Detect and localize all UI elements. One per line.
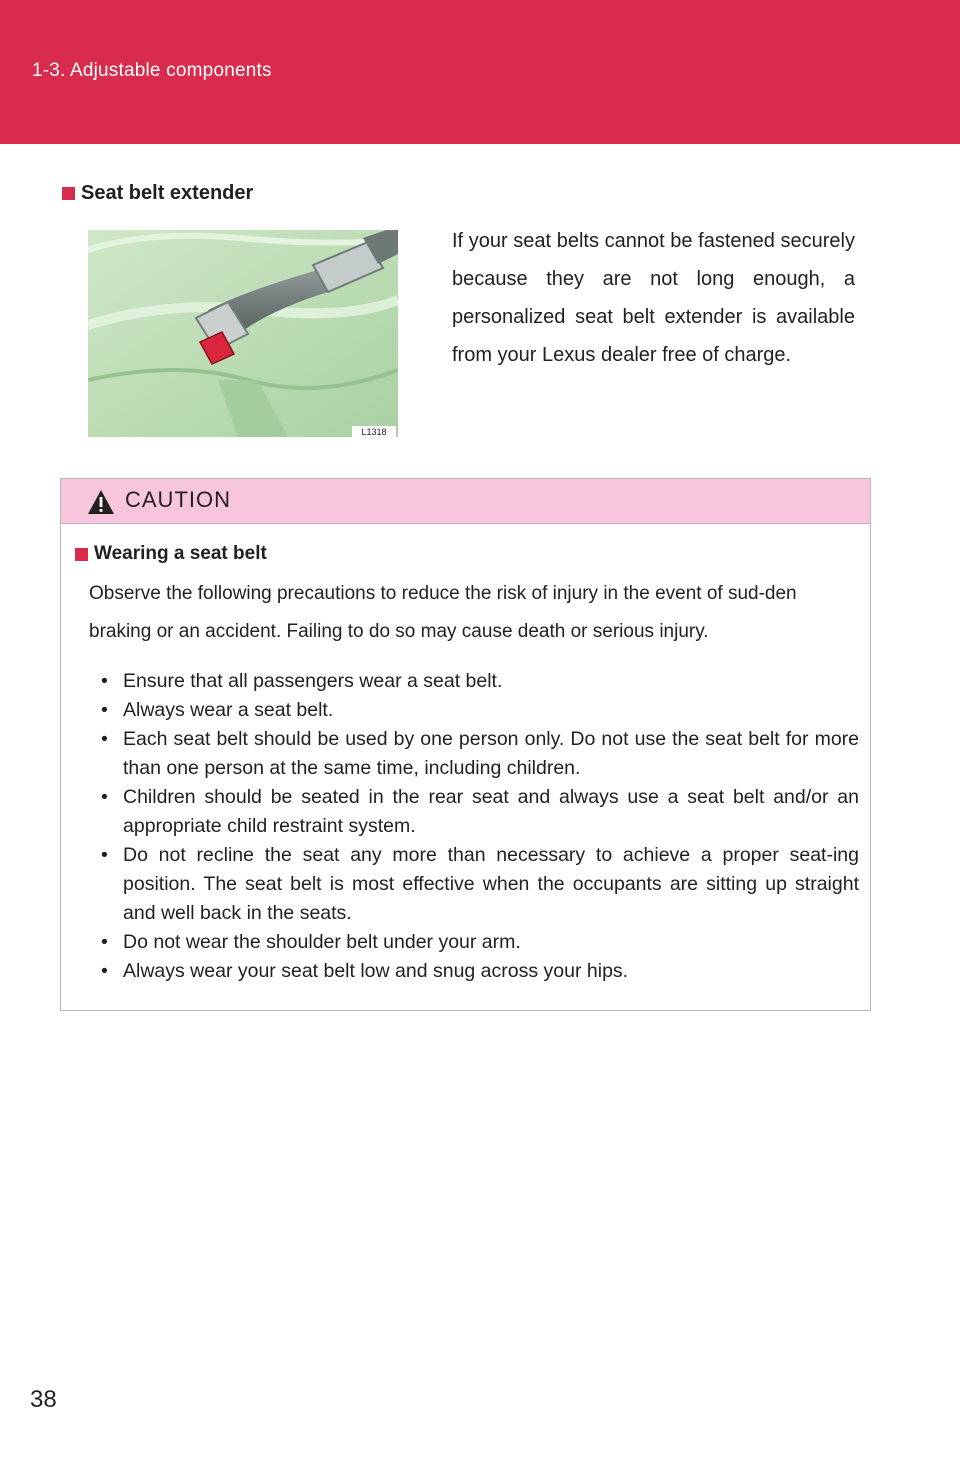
page-header [0, 0, 960, 144]
section-body-text: If your seat belts cannot be fastened securely because they are not long enough, a personalized seat belt extender is available from your Lexus dealer free of charge. [452, 230, 855, 366]
caution-header [61, 479, 870, 524]
list-item: • Children should be seated in the rear seat and always use a seat belt and/or an appropriate child restraint system. [99, 783, 859, 841]
warning-triangle-icon [87, 489, 115, 515]
caution-intro: Observe the following precautions to reduce the risk of injury in the event of sud-den braking or an accident. Failing to do so may cause death or serious injury. [89, 583, 797, 642]
list-item: • Each seat belt should be used by one person only. Do not use the seat belt for more than one person at the same time, including children. [99, 725, 859, 783]
section-heading [62, 182, 253, 205]
square-bullet-icon [62, 187, 75, 200]
page-number: 38 [30, 1386, 57, 1413]
section-heading-text: Seat belt extender [81, 182, 254, 204]
list-item: • Always wear a seat belt. [99, 696, 859, 725]
seat-belt-extender-illustration [88, 230, 398, 437]
list-item: • Do not recline the seat any more than necessary to achieve a proper seat-ing position. The seat belt is most effective when the occupants are sitting up straight and well back in the seats. [99, 841, 859, 928]
image-code: L1318 [361, 427, 387, 437]
caution-list [99, 667, 859, 986]
caution-box [60, 478, 871, 1011]
square-bullet-icon [75, 548, 88, 561]
list-item: • Do not wear the shoulder belt under your arm. [99, 928, 859, 957]
chapter-title: 1-3. Adjustable components [32, 60, 272, 81]
list-item: • Always wear your seat belt low and snug across your hips. [99, 957, 859, 986]
list-item: • Ensure that all passengers wear a seat belt. [99, 667, 859, 696]
caution-label: CAUTION [125, 487, 231, 512]
seat-illustration-svg [88, 230, 398, 437]
caution-subheading-text: Wearing a seat belt [94, 543, 267, 564]
caution-subheading [75, 543, 267, 565]
